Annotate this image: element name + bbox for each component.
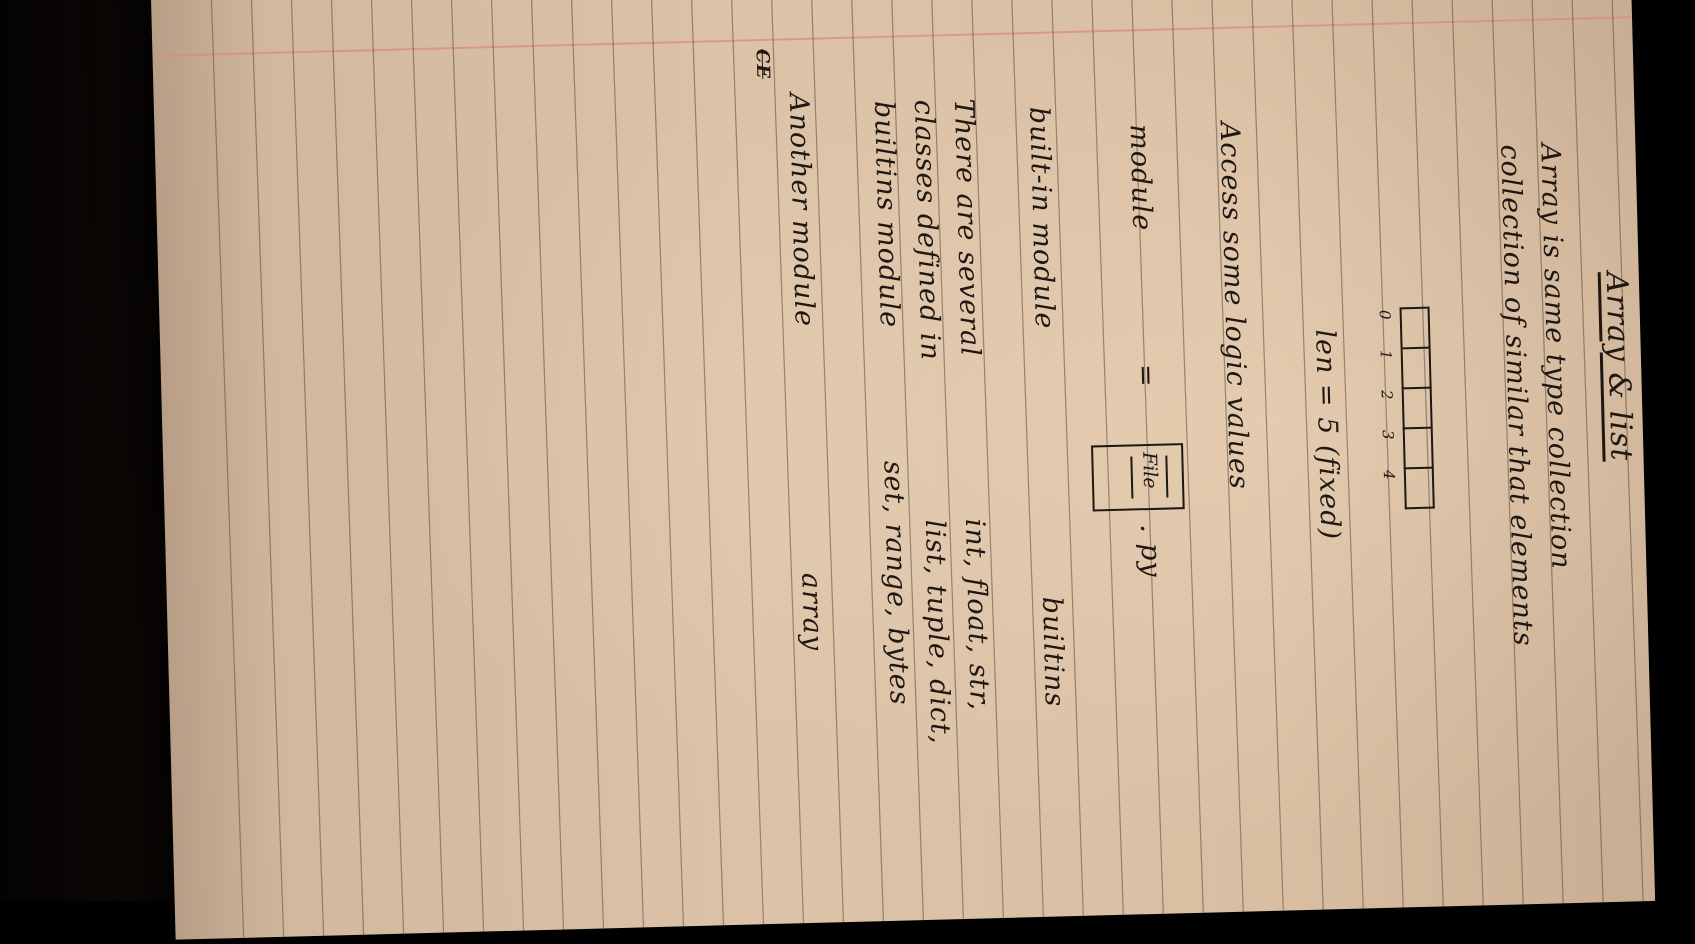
array-diagram	[1400, 307, 1435, 510]
array-index-labels	[1375, 295, 1398, 495]
note-line-another: Another module	[782, 92, 820, 328]
note-line-equals: =	[1129, 363, 1162, 389]
array-cell	[1403, 429, 1434, 470]
array-cell	[1402, 389, 1433, 430]
file-icon-drawing	[1091, 443, 1185, 511]
array-cell	[1401, 349, 1432, 390]
note-title: Array & list	[1598, 271, 1639, 462]
note-line-py: . py	[1134, 523, 1167, 579]
note-line-set-range: set, range, bytes	[877, 460, 915, 706]
array-cell	[1404, 469, 1435, 510]
note-line-builtins-module: builtins module	[867, 100, 905, 329]
note-line-access: Access some logic values	[1213, 121, 1255, 491]
note-line-2: collection of similar that elements	[1494, 144, 1539, 647]
note-line-1: Array is same type collection	[1534, 143, 1577, 570]
note-line-module: module	[1123, 123, 1158, 232]
array-cell	[1400, 307, 1431, 350]
note-line-classes: classes defined in	[907, 99, 946, 362]
note-line-int-float: int, float, str,	[958, 518, 995, 712]
notebook-page	[150, 0, 1655, 940]
array-index: 2	[1377, 389, 1396, 400]
note-line-several: There are several	[947, 98, 986, 358]
corner-mark: CE	[751, 48, 774, 80]
note-line-builtins: builtins	[1035, 596, 1070, 708]
array-index: 1	[1376, 349, 1395, 360]
array-index: 3	[1378, 429, 1397, 440]
note-line-array: array	[795, 572, 829, 652]
array-index: 0	[1375, 309, 1394, 320]
note-line-list-tuple: list, tuple, dict,	[918, 519, 956, 745]
array-index: 4	[1379, 469, 1399, 480]
note-line-builtin-module: built-in module	[1023, 106, 1060, 330]
file-label: File	[1138, 451, 1162, 489]
note-line-len: len = 5 (fixed)	[1309, 328, 1346, 541]
